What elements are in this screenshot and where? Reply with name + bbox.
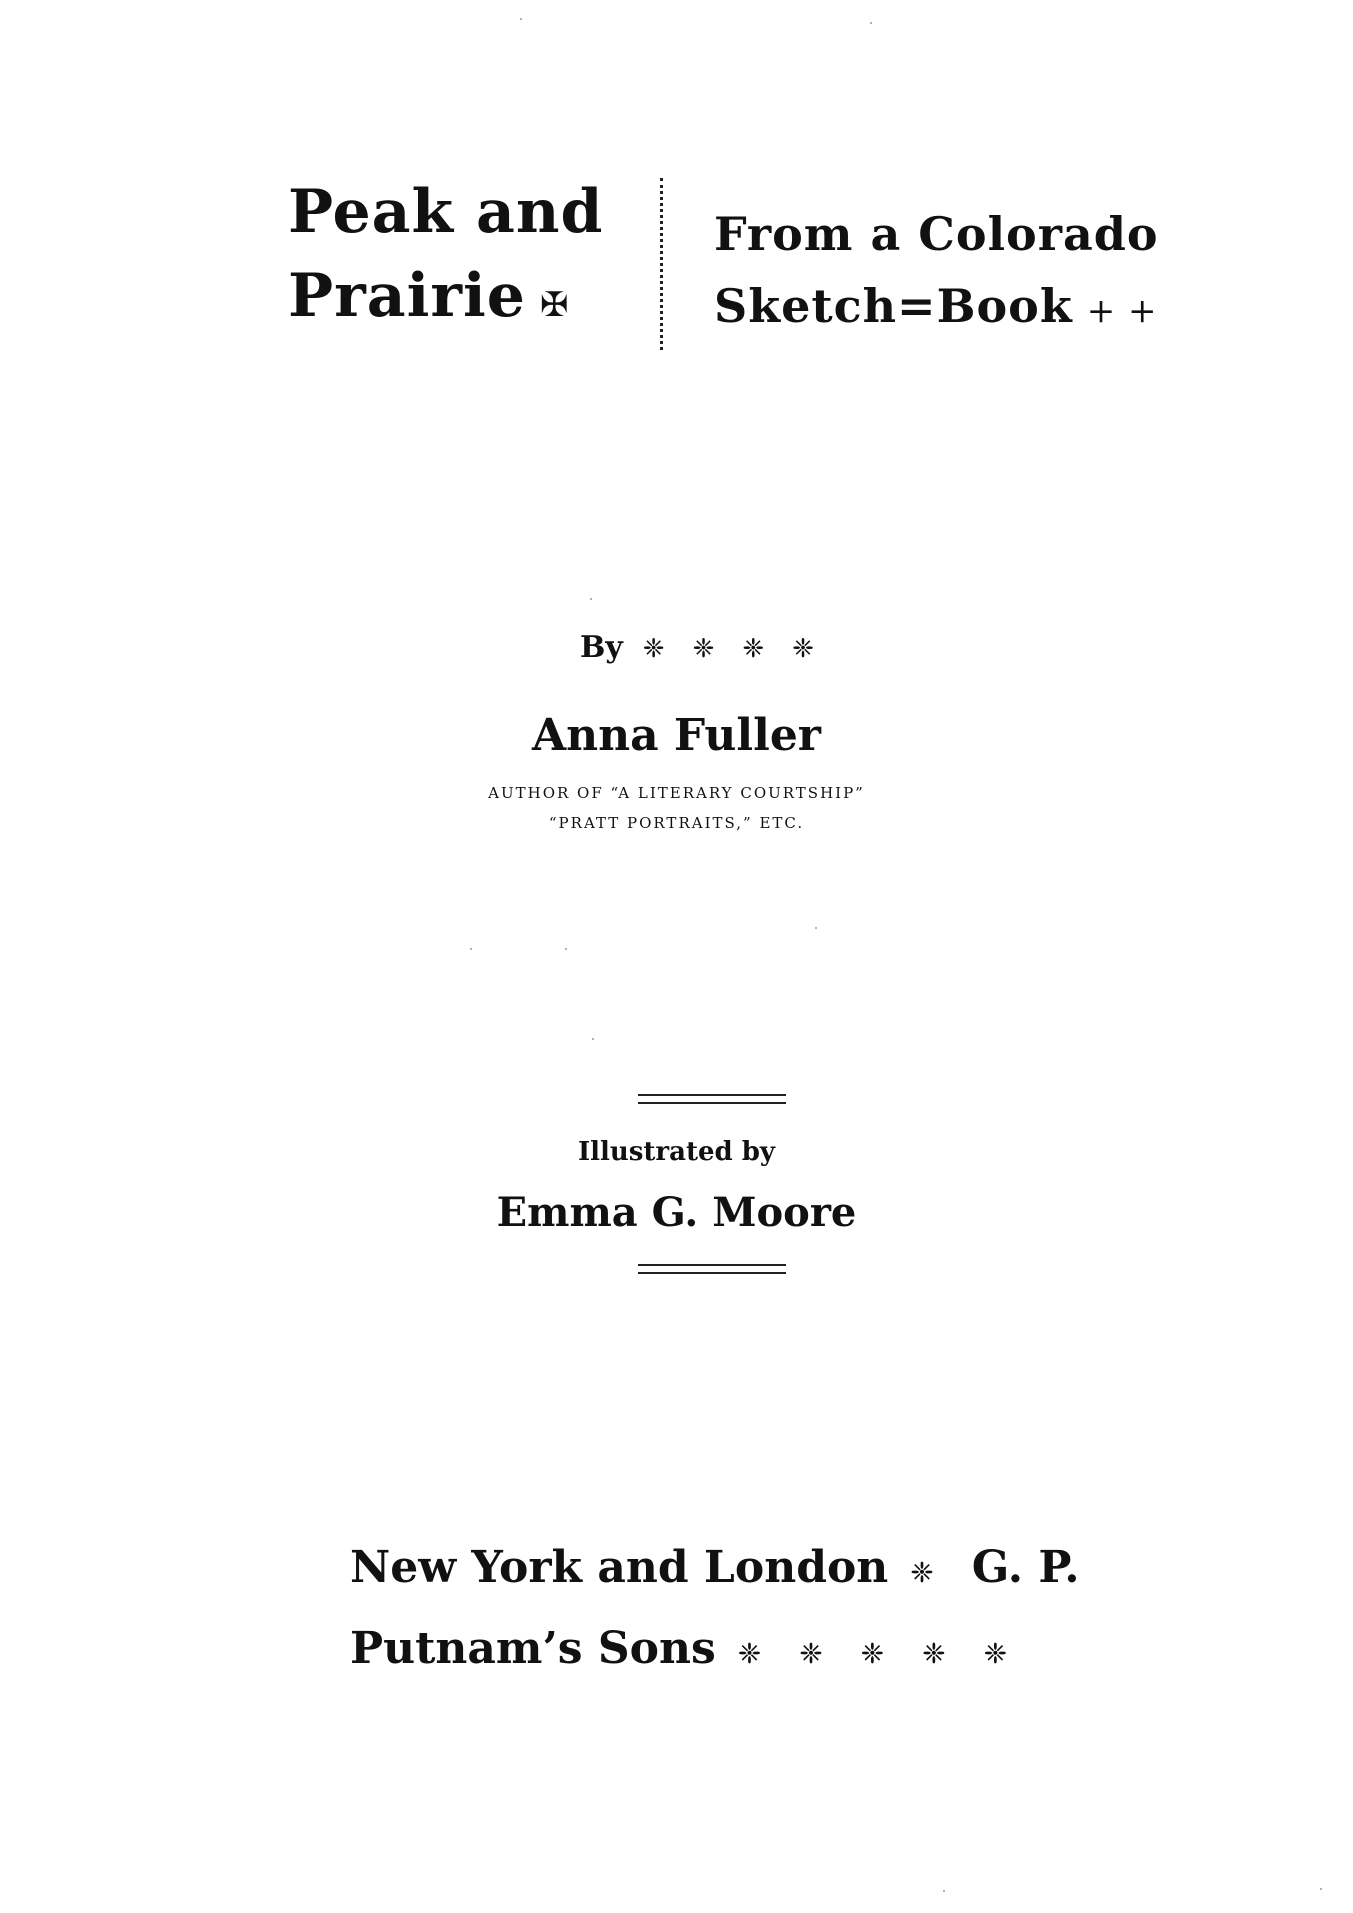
scan-speck [943,1890,945,1892]
scan-speck [1320,1888,1322,1890]
cross-ornament-icon: ✠ [539,285,570,325]
subtitle-line-1: From a Colorado [714,207,1159,261]
title-line-1: Peak and [288,177,604,247]
publisher-line-1 [350,1530,1080,1611]
star-row-ornaments-icon: ❈❈❈❈❈ [737,1637,1046,1670]
scan-speck [815,927,817,929]
star-ornament-icon: ❈ [910,1556,972,1589]
credit-line-1: AUTHOR OF “A LITERARY COURTSHIP” [488,784,865,802]
scan-speck [592,1038,594,1040]
double-rule-bottom [638,1264,786,1274]
publisher-line-2-text: Putnam’s Sons [350,1623,716,1674]
publisher-line-2 [350,1611,1080,1692]
book-subtitle [714,198,1159,347]
double-rule-top [638,1094,786,1104]
publisher-line-1-text: New York and London [350,1542,889,1593]
book-title [288,170,603,347]
publisher-line-1-tail: G. P. [971,1542,1080,1593]
star-ornaments-icon: ❈❈❈❈ [642,634,842,664]
subtitle-line-2 [714,270,1159,347]
illustrated-by-label: Illustrated by [577,1137,776,1167]
scan-speck [565,948,567,950]
author-credits [0,778,1353,838]
scan-speck [520,18,522,20]
cross-ornaments-icon: + + [1086,291,1158,331]
scan-speck [470,948,472,950]
scan-speck [870,22,872,24]
subtitle-line-2-text: Sketch=Book [714,279,1073,333]
byline-label: By [580,630,623,665]
title-line-2 [288,254,603,347]
scan-speck [590,598,592,600]
byline [580,628,842,669]
publisher-imprint [350,1530,1080,1692]
title-divider [660,178,669,350]
title-line-2-text: Prairie [288,261,526,331]
credit-line-2: “PRATT PORTRAITS,” ETC. [548,814,805,832]
author-name: Anna Fuller [531,710,821,761]
illustrator-name: Emma G. Moore [496,1189,857,1236]
